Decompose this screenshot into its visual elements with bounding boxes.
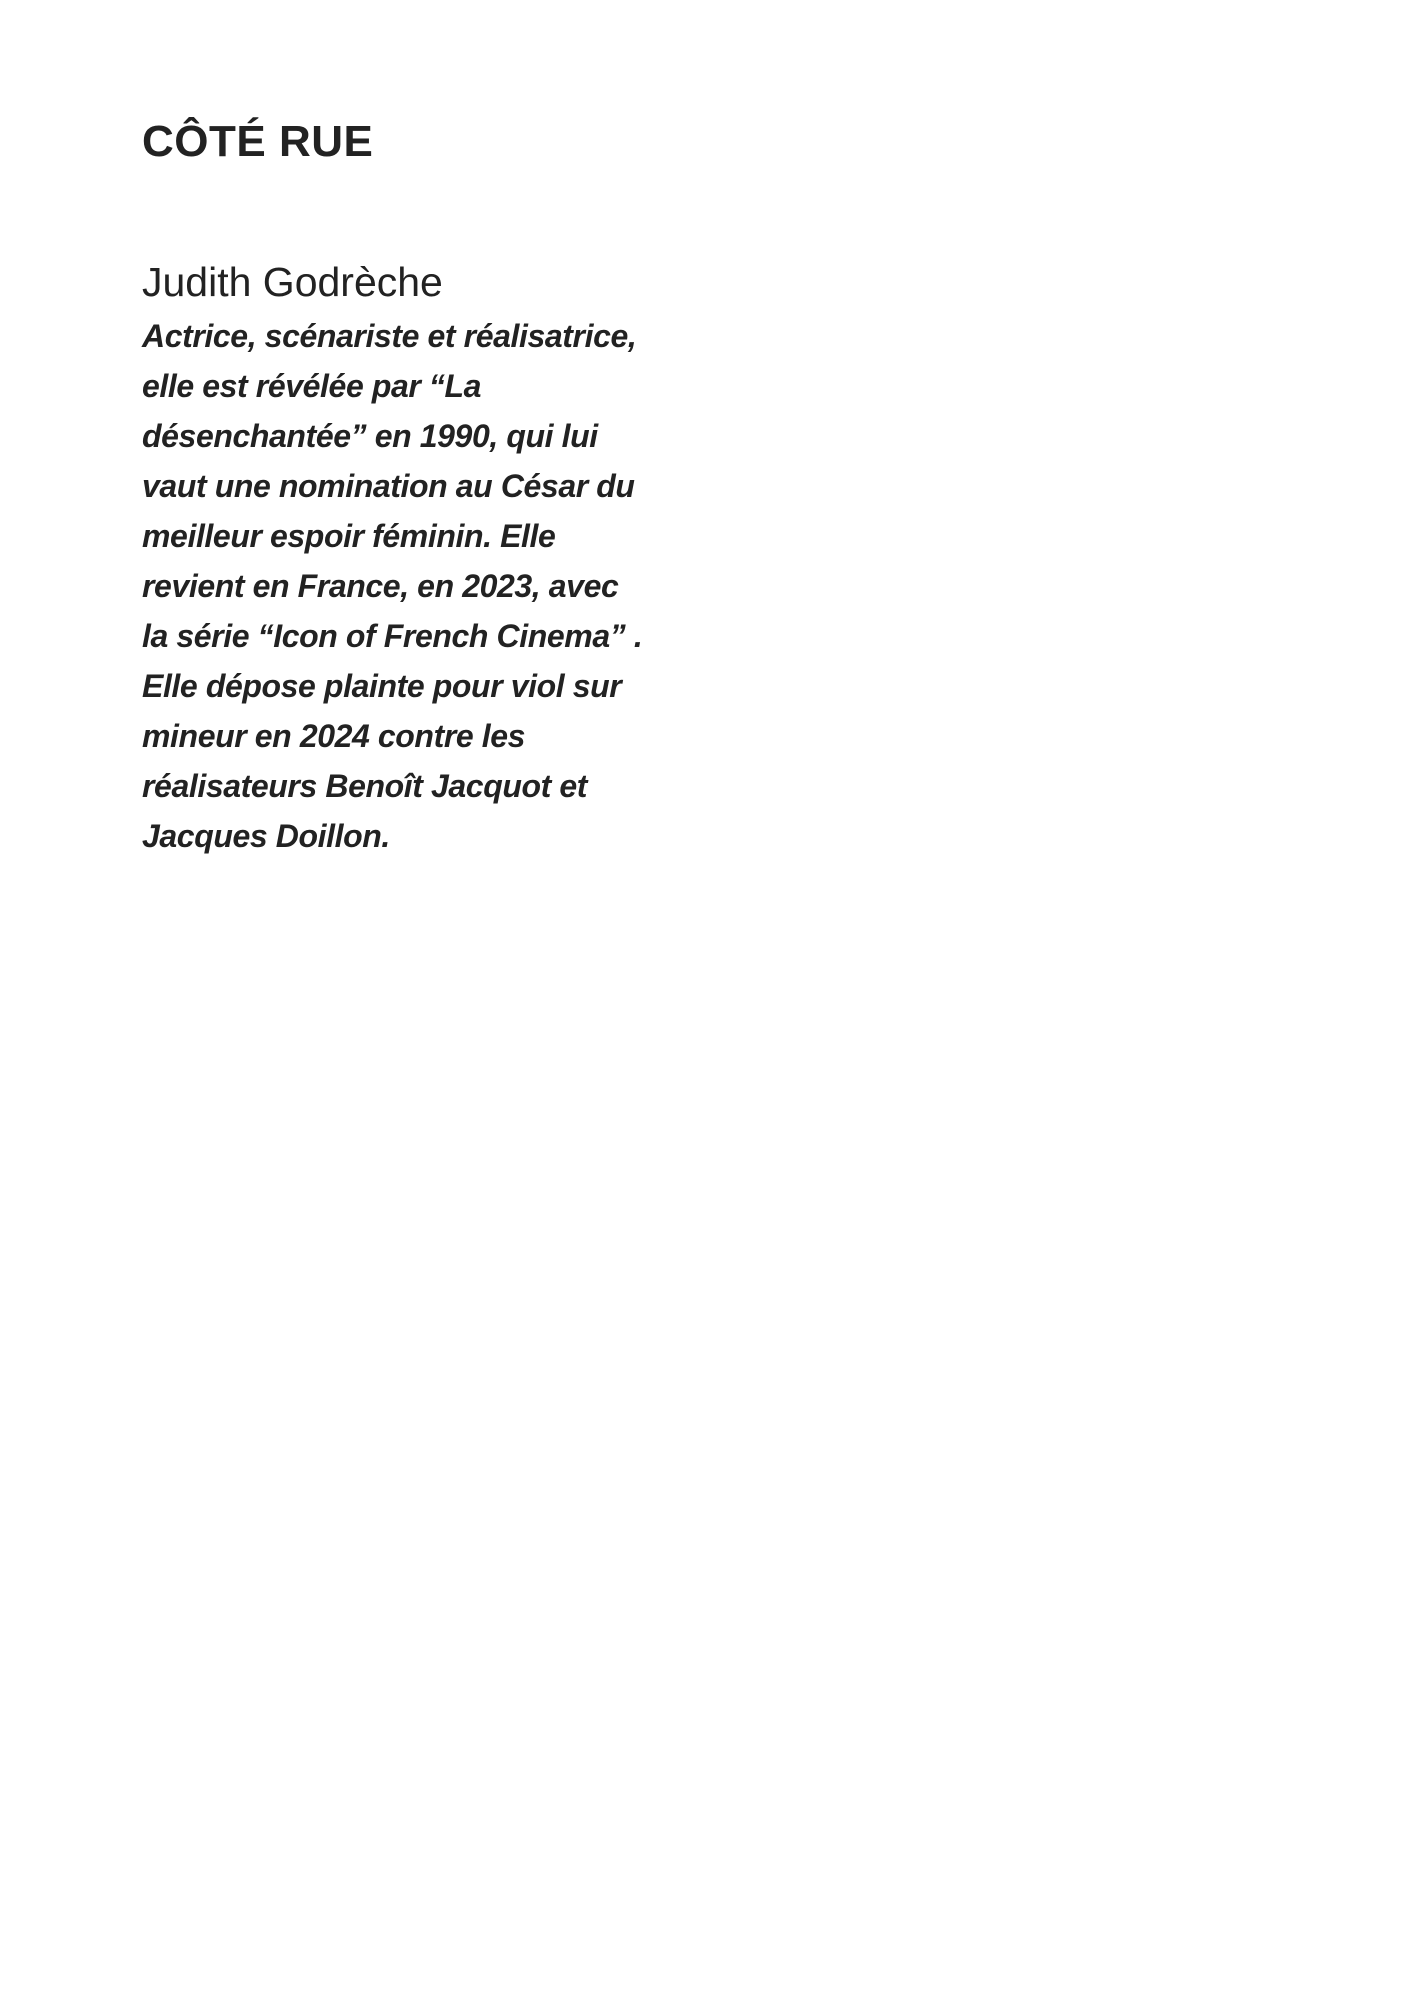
biography-line: elle est révélée par “La xyxy=(142,368,482,405)
biography-line: mineur en 2024 contre les xyxy=(142,718,526,755)
person-name: Judith Godrèche xyxy=(142,259,443,305)
biography-line: meilleur espoir féminin. Elle xyxy=(142,518,556,555)
person-biography xyxy=(142,311,722,861)
biography-line: Actrice, scénariste et réalisatrice, xyxy=(142,318,637,355)
person-profile xyxy=(142,256,722,861)
biography-line: Jacques Doillon. xyxy=(142,818,390,855)
biography-line: la série “Icon of French Cinema” . xyxy=(142,618,643,655)
biography-line: revient en France, en 2023, avec xyxy=(142,568,619,605)
biography-line: désenchantée” en 1990, qui lui xyxy=(142,418,598,455)
biography-line: vaut une nomination au César du xyxy=(142,468,635,505)
biography-line: réalisateurs Benoît Jacquot et xyxy=(142,768,588,805)
section-title: CÔTÉ RUE xyxy=(142,117,374,166)
biography-line: Elle dépose plainte pour viol sur xyxy=(142,668,622,705)
